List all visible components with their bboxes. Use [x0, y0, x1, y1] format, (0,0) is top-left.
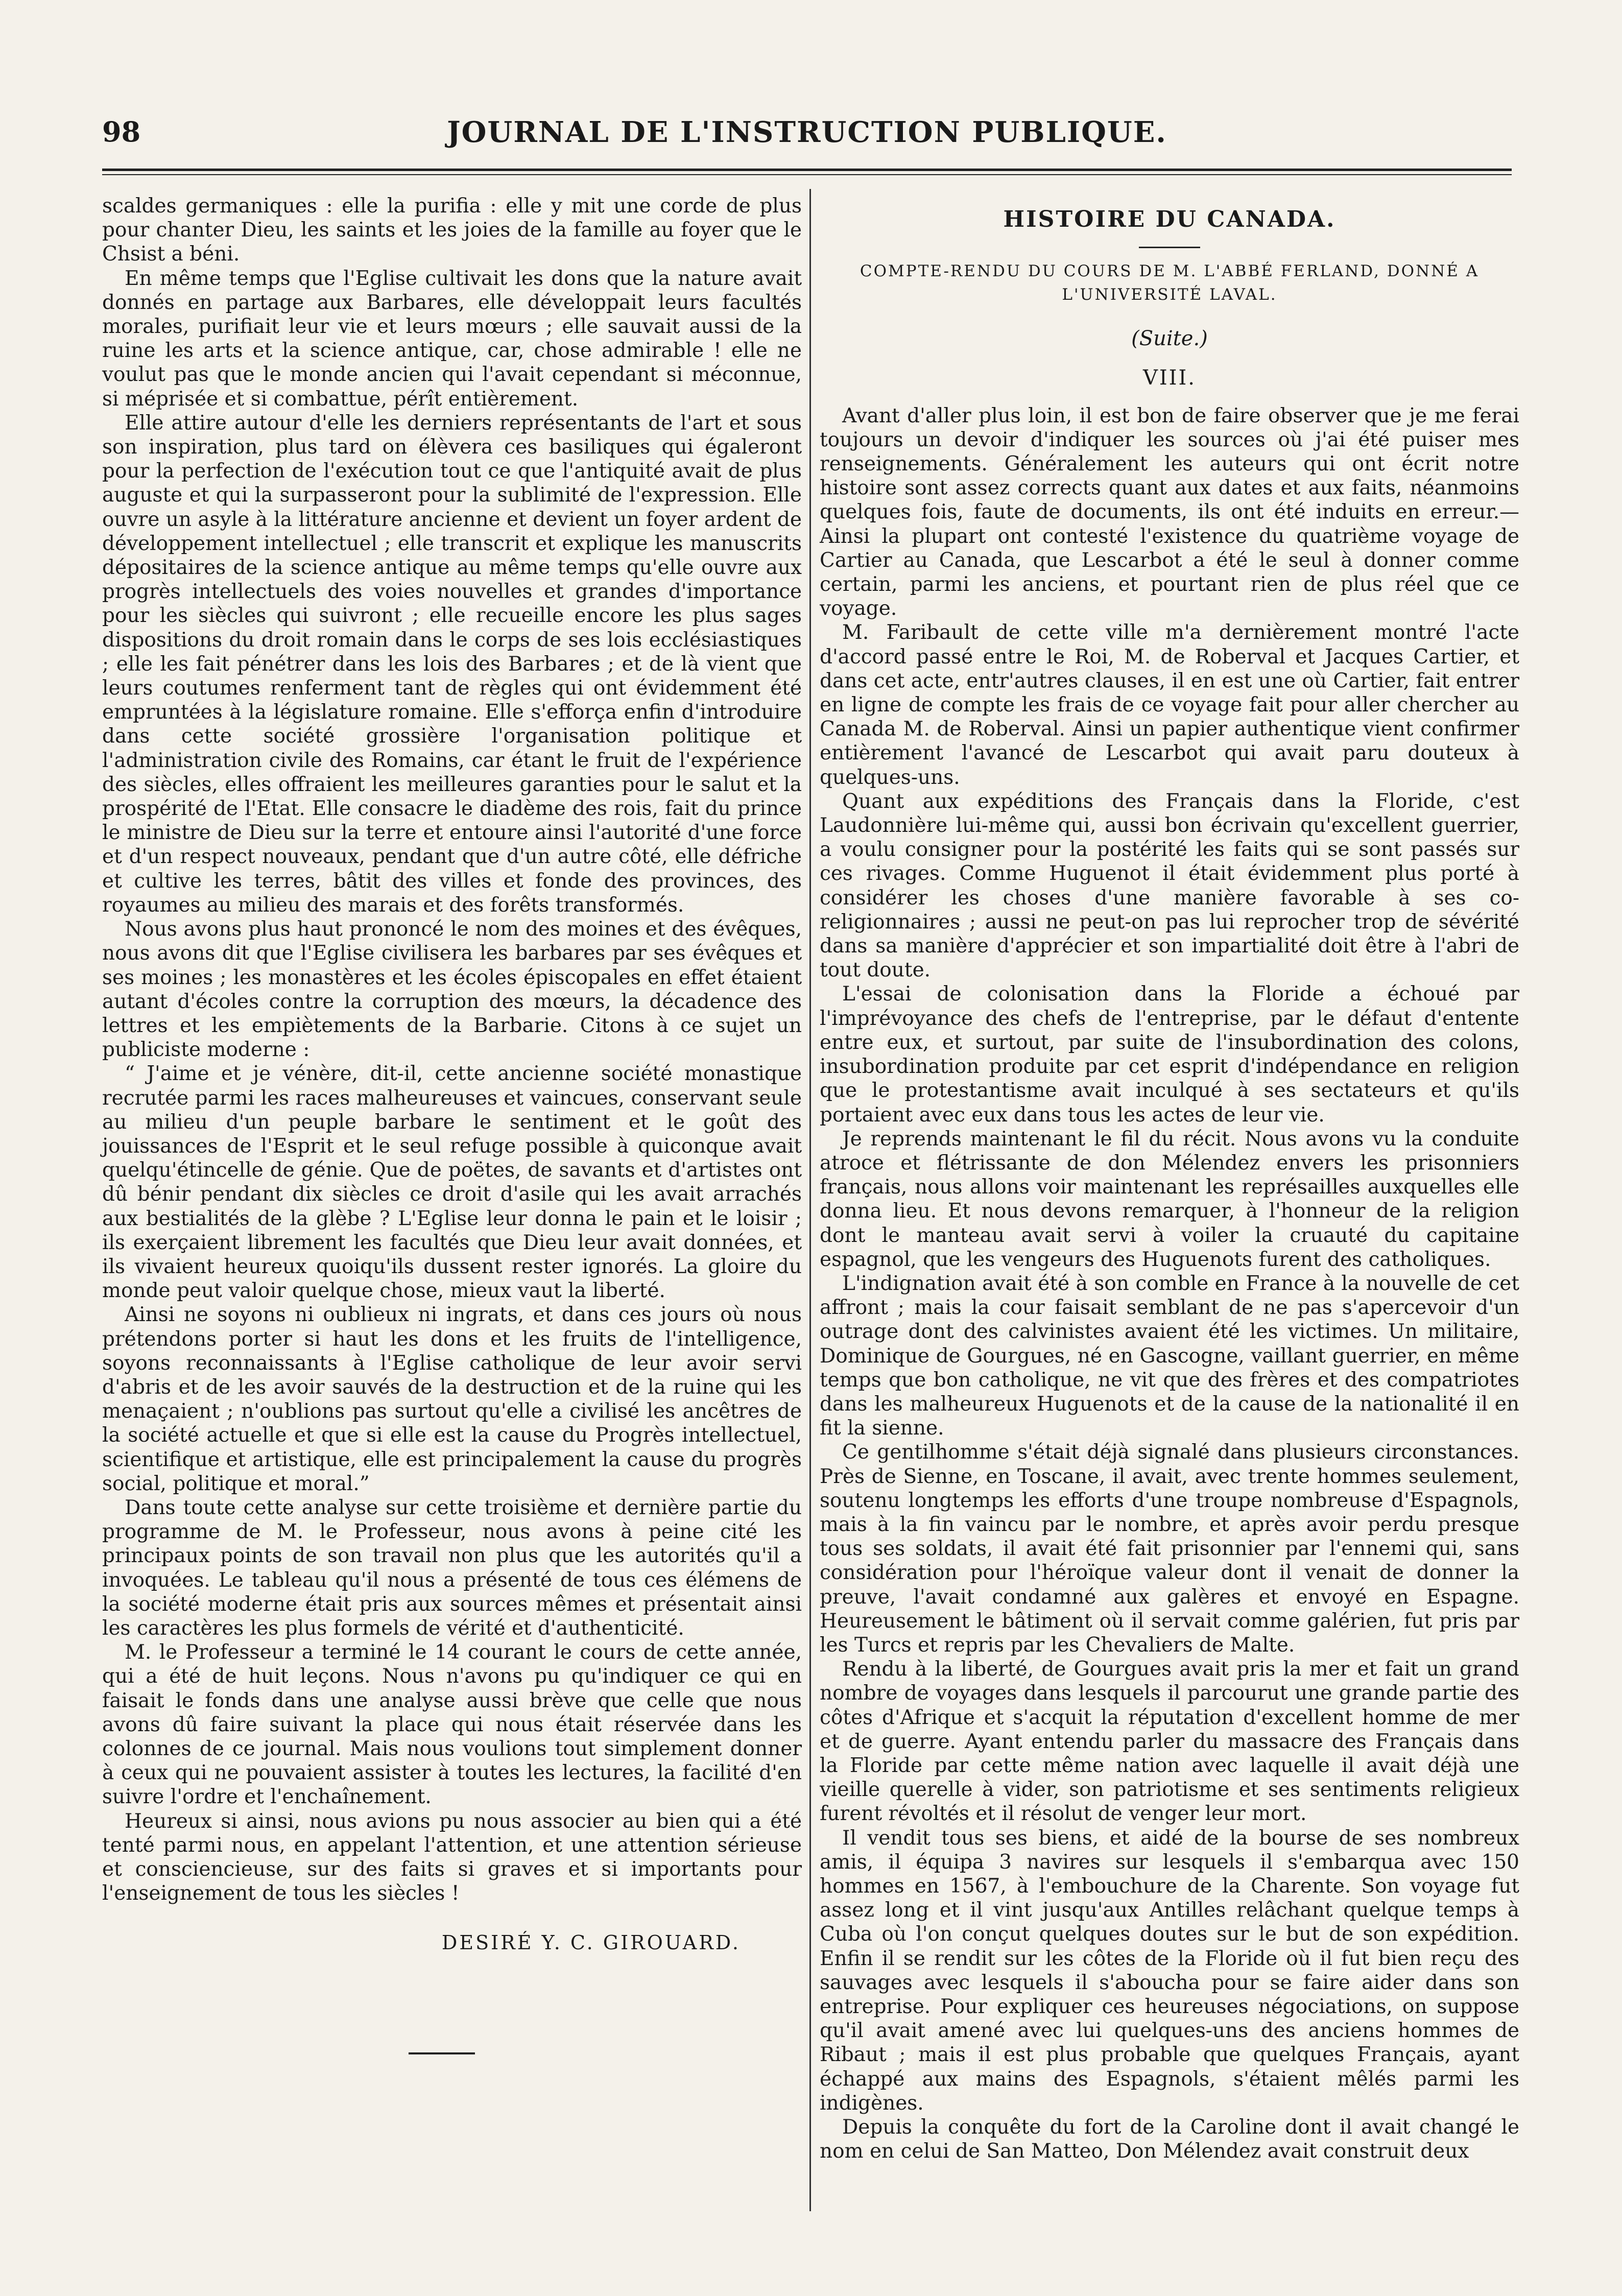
paragraph: scaldes germaniques : elle la purifia : elle y mit une corde de plus pour chanter Dieu, les saints et les joies de la famille au foyer que le Chsist a béni. [102, 195, 802, 266]
header-rule-thin [102, 174, 1512, 175]
author-signature: DESIRÉ Y. C. GIROUARD. [441, 1931, 741, 1954]
paragraph: En même temps que l'Eglise cultivait les dons que la nature avait donnés en partage aux Barbares, elle développait leurs facultés morales, purifiait leur vie et leurs mœurs ; elle sauvait aussi de la ruine les arts et la science antique, car, chose admirable ! elle ne voulut pas que le monde ancien qui l'avait cependant si méconnue, si méprisée et si combattue, pérît entièrement. [102, 267, 802, 411]
paragraph: Nous avons plus haut prononcé le nom des moines et des évêques, nous avons dit que l'Eglise civilisera les barbares par ses évêques et ses moines ; les monastères et les écoles épiscopales en effet étaient autant d'écoles contre la corruption des mœurs, la décadence des lettres et les empiètements de la Barbarie. Citons à ce sujet un publiciste moderne : [102, 918, 802, 1062]
page-header [102, 115, 1512, 151]
section-number: VIII. [1142, 366, 1196, 390]
end-rule [409, 2052, 475, 2054]
header-rule-thick [102, 169, 1512, 171]
quotation-paragraph: “ J'aime et je vénère, dit-il, cette ancienne société monastique recrutée parmi les races malheureuses et vaincues, conservant seule au milieu d'un peuple barbare le sentiment et le goût des jouissances de l'Esprit et le seul refuge possible à quiconque avait quelqu'étincelle de génie. Que de poëtes, de savants et d'artistes ont dû bénir pendant dix siècles ce droit d'asile qui les avait arrachés aux bestialités de la glèbe ? L'Eglise leur donna le pain et le loisir ; ils exerçaient librement les facultés que Dieu leur avait données, et ils vivaient heureux quoiqu'ils dussent rester ignorés. La gloire du monde peut valoir quelque chose, mieux vaut la liberté. [102, 1062, 802, 1303]
paragraph: Dans toute cette analyse sur cette troisième et dernière partie du programme de M. le Professeur, nous avons à peine cité les principaux points de son travail non plus que les autorités qu'il a invoquées. Le tableau qu'il nous a présenté de tous ces élémens de la société moderne était pris aux sources mêmes et présentait ainsi les caractères les plus formels de vérité et d'authenticité. [102, 1496, 802, 1640]
paragraph: M. le Professeur a terminé le 14 courant le cours de cette année, qui a été de huit leçons. Nous n'avons pu qu'indiquer ce qui en faisait le fonds dans une analyse aussi brève que celle que nous avons dû faire suivant la place qui nous était réservée dans les colonnes de ce journal. Mais nous voulions tout simplement donner à ceux qui ne pouvaient assister à toutes les lectures, la facilité d'en suivre l'ordre et l'enchaînement. [102, 1641, 802, 1809]
quotation-paragraph: Ainsi ne soyons ni oublieux ni ingrats, et dans ces jours où nous prétendons porter si haut les dons et les fruits de l'intelligence, soyons reconnaissants à l'Eglise catholique de leur avoir servi d'abris et de les avoir sauvés de la destruction et de la ruine qui les menaçaient ; n'oublions pas surtout qu'elle a civilisé les ancêtres de la société actuelle et que si elle est la cause du Progrès intellectuel, scientifique et artistique, elle est principalement la cause du progrès social, politique et moral.” [102, 1303, 802, 1495]
paragraph: Il vendit tous ses biens, et aidé de la bourse de ses nombreux amis, il équipa 3 navires sur lesquels il s'embarqua avec 150 hommes en 1567, à l'embouchure de la Charente. Son voyage fut assez long et il vint jusqu'aux Antilles relâchant quelque temps à Cuba où l'on conçut quelques doutes sur le but de son expédition. Enfin il se rendit sur les côtes de la Floride où il fut bien reçu des sauvages avec lesquels il s'aboucha pour se faire aider dans son entreprise. Pour expliquer ces heureuses négociations, on suppose qu'il avait amené avec lui quelques-uns des anciens hommes de Ribaut ; mais il est plus probable que quelques Français, ayant échappé aux mains des Espagnols, s'étaient mêlés parmi les indigènes. [820, 1826, 1519, 2115]
column-divider [809, 189, 811, 2211]
paragraph: Avant d'aller plus loin, il est bon de faire observer que je me ferai toujours un devoir d'indiquer les sources où j'ai été puiser mes renseignements. Généralement les auteurs qui ont écrit notre histoire sont assez corrects quant aux dates et aux faits, néanmoins quelques fois, faute de documents, ils ont été induits en erreur.— Ainsi la plupart ont contesté l'existence du quatrième voyage de Cartier au Canada, que Lescarbot a été le seul à donner comme certain, parmi les anciens, et pourtant rien de plus réel que ce voyage. [820, 404, 1519, 620]
paragraph: M. Faribault de cette ville m'a dernièrement montré l'acte d'accord passé entre le Roi, M. de Roberval et Jacques Cartier, et dans cet acte, entr'autres clauses, il en est une où Cartier, fait entrer en ligne de compte les frais de ce voyage fait pour aller chercher au Canada M. de Roberval. Ainsi un papier authentique vient confirmer entièrement l'avancé de Lescarbot qui avait paru douteux à quelques-uns. [820, 621, 1519, 789]
paragraph: L'indignation avait été à son comble en France à la nouvelle de cet affront ; mais la cour faisait semblant de ne pas s'apercevoir d'un outrage dont des calvinistes avaient été les victimes. Un militaire, Dominique de Gourgues, né en Gascogne, vaillant guerrier, en même temps que bon catholique, ne vit que des frères et des compatriotes dans les malheureux Huguenots et de la cause de la nationalité il en fit la sienne. [820, 1272, 1519, 1440]
article-subtitle: COMPTE-RENDU DU COURS DE M. L'ABBÉ FERLAND, DONNÉ A L'UNIVERSITÉ LAVAL. [860, 262, 1480, 304]
suite-label: (Suite.) [1131, 327, 1208, 351]
paragraph: Elle attire autour d'elle les derniers représentants de l'art et sous son inspiration, plus tard on élèvera ces basiliques qui égaleront pour la perfection de l'exécution tout ce que l'antiquité avait de plus auguste et qui la surpasseront pour la sublimité de l'expression. Elle ouvre un asyle à la littérature ancienne et devient un foyer ardent de développement intellectuel ; elle transcrit et explique les manuscrits dépositaires de la science antique au même temps qu'elle ouvre aux progrès intellectuels des voies nouvelles et grandes d'importance pour les siècles qui suivront ; elle recueille encore les plus sages dispositions du droit romain dans le corps de ses lois ecclésiastiques ; elle les fait pénétrer dans les lois des Barbares ; et de là vient que leurs coutumes renferment tant de règles qui ont évidemment été empruntées à la législature romaine. Elle s'efforça enfin d'introduire dans cette société grossière l'organisation politique et l'administration civile des Romains, car étant le fruit de l'expérience des siècles, elles offraient les meilleures garanties pour le salut et la prospérité de l'Etat. Elle consacre le diadème des rois, fait du prince le ministre de Dieu sur la terre et entoure ainsi l'autorité d'une force et d'un respect nouveaux, pendant que d'un autre côté, elle défriche et cultive les terres, bâtit des villes et fonde des provinces, des royaumes au milieu des marais et des forêts transformés. [102, 411, 802, 917]
paragraph: Heureux si ainsi, nous avions pu nous associer au bien qui a été tenté parmi nous, en appelant l'attention, et une attention sérieuse et consciencieuse, sur des faits si graves et si importants pour l'enseignement de tous les siècles ! [102, 1809, 802, 1905]
article-title: HISTOIRE DU CANADA. [1003, 206, 1336, 232]
paragraph: Depuis la conquête du fort de la Caroline dont il avait changé le nom en celui de San Matteo, Don Mélendez avait construit deux [820, 2116, 1519, 2163]
title-rule [1139, 247, 1200, 248]
paragraph: Quant aux expéditions des Français dans la Floride, c'est Laudonnière lui-même qui, aussi bon écrivain qu'excellent guerrier, a voulu consigner pour la postérité les faits qui se sont passés sur ces rivages. Comme Huguenot il était évidemment plus porté à considérer les choses d'une manière favorable à ses co-religionnaires ; aussi ne peut-on pas lui reprocher trop de sévérité dans sa manière d'apprécier et son impartialité doit être à l'abri de tout doute. [820, 790, 1519, 982]
paragraph: Je reprends maintenant le fil du récit. Nous avons vu la conduite atroce et flétrissante de don Mélendez envers les prisonniers français, nous allons voir maintenant les représailles auxquelles elle donna lieu. Et nous devons remarquer, à l'honneur de la religion dont le manteau avait servi à voiler la cruauté du capitaine espagnol, que les vengeurs des Huguenots furent des catholiques. [820, 1127, 1519, 1271]
paragraph: Ce gentilhomme s'était déjà signalé dans plusieurs circonstances. Près de Sienne, en Toscane, il avait, avec trente hommes seulement, soutenu longtemps les efforts d'une troupe nombreuse d'Espagnols, mais à la fin vaincu par le nombre, et après avoir perdu presque tous ses soldats, il avait été fait prisonnier par l'ennemi qui, sans considération pour l'héroïque valeur dont il venait de donner la preuve, l'avait condamné aux galères et envoyé en Espagne. Heureusement le bâtiment où il servait comme galérien, fut pris par les Turcs et repris par les Chevaliers de Malte. [820, 1441, 1519, 1657]
page-number: 98 [102, 115, 141, 148]
left-column [102, 194, 802, 2054]
right-column [820, 194, 1519, 2163]
journal-title: JOURNAL DE L'INSTRUCTION PUBLIQUE. [447, 115, 1167, 149]
paragraph: L'essai de colonisation dans la Floride a échoué par l'imprévoyance des chefs de l'entreprise, par le défaut d'entente entre eux, et surtout, par suite de l'insubordination des colons, insubordination produite par cet esprit d'indépendance en religion que le protestantisme avait inculqué à ses sectateurs et qu'ils portaient avec eux dans tous les actes de leur vie. [820, 983, 1519, 1127]
paragraph: Rendu à la liberté, de Gourgues avait pris la mer et fait un grand nombre de voyages dans lesquels il parcourut une grande partie des côtes d'Afrique et s'acquit la réputation d'excellent homme de mer et de guerre. Ayant entendu parler du massacre des Français dans la Floride par cette même nation avec laquelle il avait déjà une vieille querelle à vider, son patriotisme et ses sentiments religieux furent révoltés et il résolut de venger leur mort. [820, 1658, 1519, 1826]
